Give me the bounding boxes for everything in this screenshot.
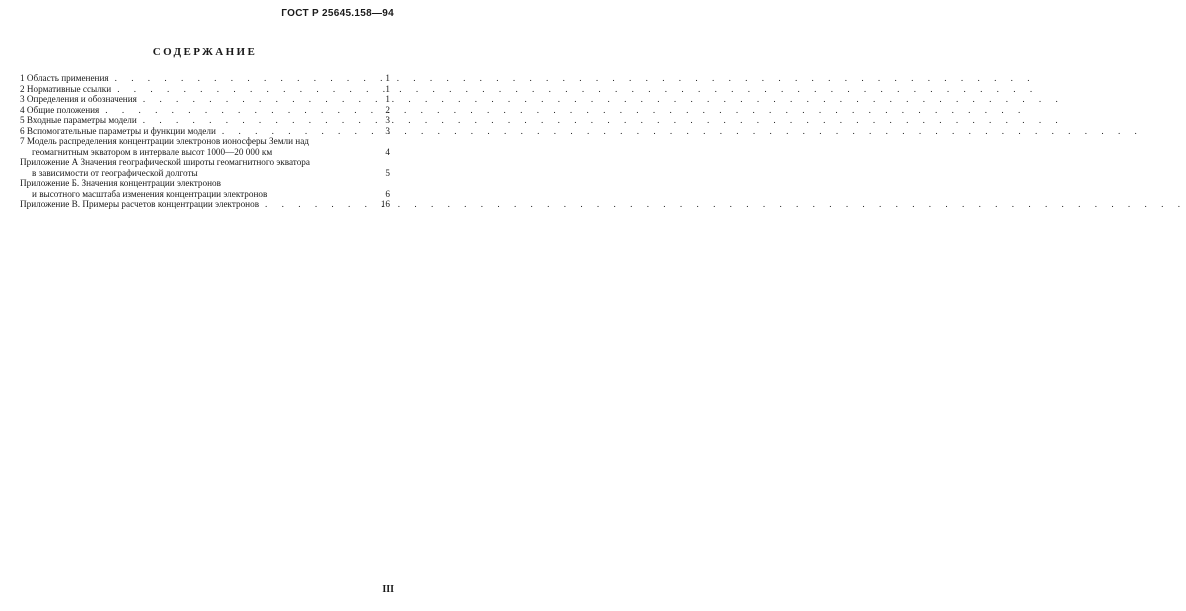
toc-entry-page: 4 [385, 146, 390, 157]
toc-entry-title: 5 Входные параметры модели [20, 115, 137, 125]
toc-entry-title-continuation: геомагнитным экватором в интервале высот 1000—20 000 км [32, 146, 273, 157]
toc-entry-title: 1 Область применения [20, 73, 109, 83]
toc-entry-title: 6 Вспомогательные параметры и функции модели [20, 125, 216, 136]
table-of-contents [20, 73, 390, 210]
dot-leader [259, 199, 380, 210]
page-title: СОДЕРЖАНИЕ [152, 46, 258, 58]
dot-leader [109, 73, 380, 84]
toc-entry-title: Приложение В. Примеры расчетов концентрации электронов [20, 199, 260, 209]
toc-entry[interactable] [20, 136, 390, 157]
toc-entry-page: 3 [385, 125, 390, 136]
dot-leader [216, 126, 380, 137]
toc-entry-page: 6 [385, 188, 390, 199]
toc-entry-page: 16 [380, 199, 390, 209]
toc-entry-page: 5 [385, 167, 390, 178]
toc-entry[interactable] [20, 115, 390, 126]
toc-entry[interactable] [20, 126, 390, 137]
toc-entry-title: 4 Общие положения [20, 104, 100, 115]
toc-entry-title: 2 Нормативные ссылки [20, 83, 112, 94]
dot-leader [111, 84, 380, 95]
toc-entry[interactable] [20, 199, 390, 210]
toc-entry-page: 2 [385, 104, 390, 115]
toc-entry-title-continuation: и высотного масштаба изменения концентрации электронов [32, 188, 268, 199]
toc-entry-title: 7 Модель распределения концентрации электронов ионосферы Земли над [20, 136, 309, 146]
dot-leader [99, 105, 380, 116]
dot-leader [137, 115, 380, 126]
toc-entry-title-continuation: в зависимости от географической долготы [32, 167, 198, 178]
toc-entry[interactable] [20, 73, 390, 84]
toc-entry-title: 3 Определения и обозначения [20, 94, 137, 104]
standard-number: ГОСТ Р 25645.158—94 [281, 8, 394, 19]
toc-entry-page: 1 [385, 94, 390, 104]
toc-entry[interactable] [20, 157, 390, 178]
toc-entry-page: 1 [385, 83, 390, 94]
toc-entry-page: 3 [385, 115, 390, 125]
toc-entry-title: Приложение Б. Значения концентрации электронов [20, 178, 221, 188]
page-number: III [382, 584, 394, 595]
toc-entry[interactable] [20, 178, 390, 199]
toc-entry[interactable] [20, 105, 390, 116]
toc-entry-title: Приложение А Значения географической широты геомагнитного экватора [20, 157, 310, 167]
dot-leader [137, 94, 380, 105]
toc-entry[interactable] [20, 94, 390, 105]
toc-entry-page: 1 [385, 73, 390, 83]
toc-entry[interactable] [20, 84, 390, 95]
